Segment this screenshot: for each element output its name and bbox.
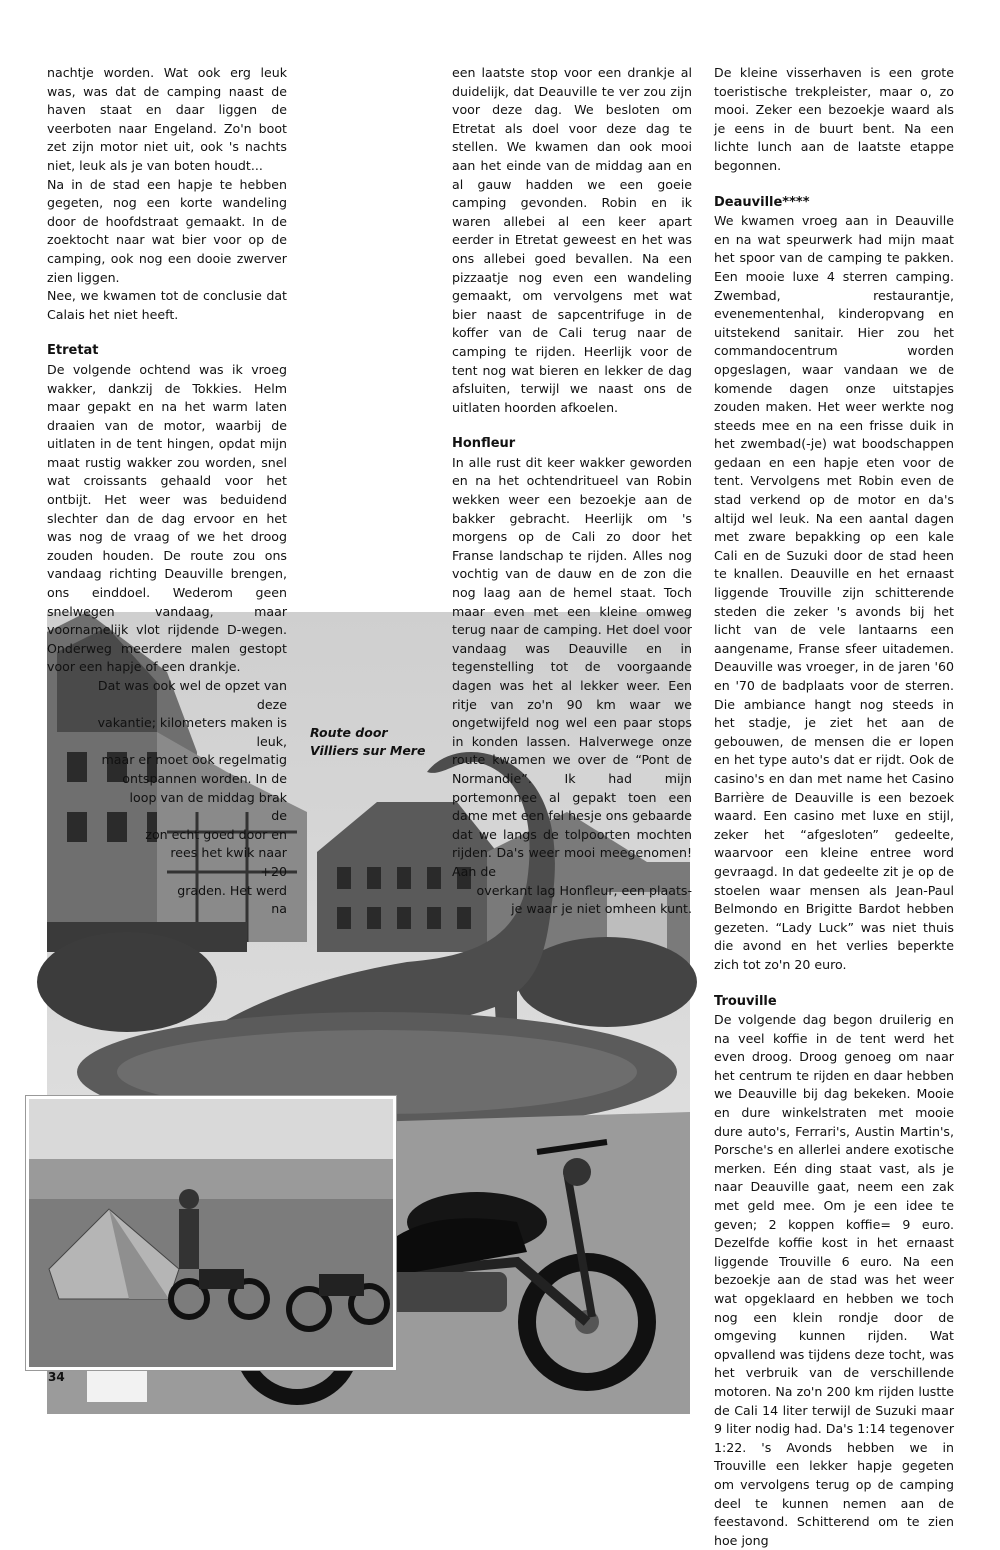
caption-line-2: Villiers sur Mere — [310, 743, 426, 758]
section-heading-trouville: Trouville — [714, 993, 777, 1009]
paragraph: De volgende dag begon druilerig en na veel koffie in de tent werd het even droog. Droog genoeg om naar het centrum te rijden en daar hebben we Deauville bij dag bekeken. Mooie en dure winkelstraten met mooie dure auto's, Ferrari's, Austin Martin's, Porsche's en allerlei andere exotische merken. Eén ding staat vast, als je naar Deauville gaat, neem een zak met geld mee. Om je een idee te geven; 2 koppen koffie= 9 euro. Dezelfde koffie kost in het ernaast liggende Trouville 6 euro. Na een bezoekje aan de stad was het weer wat opgeklaard en hebben we toch nog een klein rondje door de omgeving kunnen rijden. Wat opvallend was tijdens deze tocht, was het verbruik van de verschillende motoren. Na zo'n 200 km rijden lustte de Cali 14 liter terwijl de Suzuki maar 9 liter nodig had. Da's 1:14 tegenover 1:22. 's Avonds hebben we in Trouville een lekker hapje gegeten om vervolgens terug op de camping deel te kunnen nemen aan de feestavond. Schitterend om te zien hoe jong — [714, 1012, 954, 1548]
wrapped-line: graden. Het werd na — [177, 882, 287, 917]
section-heading-honfleur: Honfleur — [452, 436, 516, 452]
paragraph: De volgende ochtend was ik vroeg wakker, dankzij de Tokkies. Helm maar gepakt en na het warm laten draaien van de motor, waarbij de uitlaten in de tent hingen, opdat mijn maat rustig wakker zou worden, snel wat croissants gehaald voor het ontbijt. Het weer was beduidend slechter dan de dag ervoor en het was nog de vraag of we het droog zouden houden. De route zou ons vandaag richting Deauville brengen, ons einddoel. Wederom geen snelwegen vandaag, maar voornamelijk vlot rijdende D-wegen. Onderweg meerdere malen gestopt voor een hapje of een drankje. — [47, 361, 287, 675]
inset-photo-campsite — [26, 1096, 396, 1370]
wrapped-line: maar er moet ook regelmatig — [101, 752, 287, 768]
paragraph: We kwamen vroeg aan in Deauville en na wat speurwerk had mijn maat het spoor van de camping te pakken. Een mooie luxe 4 sterren camping. Zwembad, restaurantje, evenementenhal, kinderopvang en uitstekend sanitair. Hier zou het commandocentrum worden opgeslagen, waar vandaan we de komende dagen onze uitstapjes zouden maken. Het weer werkte nog steeds mee en na een frisse duik in het zwembad(-je) wat boodschappen gedaan en een hapje eten voor de tent. Vervolgens met Robin even de stad verkend op de motor en da's altijd wel leuk. Na een aantal dagen met zware bepakking op een kale Cali en de Suzuki door de stad heen te knallen. Deauville en het ernaast liggende Trouville zijn schitterende steden die zeker 's avonds bij het licht van de vele lantaarns een aangename, Franse sfeer uitademen. Deauville was vroeger, in de jaren '60 en '70 de badplaats voor de sterren. Die ambiance hangt nog steeds in het stadje, je ziet het aan de gebouwen, de mensen die er lopen en het type auto's dat er rijdt. Ook de casino's en dan met name het Casino Barrière de Deauville is een bezoek waard. Een casino met luxe en stijl, zeker het “afgesloten” gedeelte, waarvoor een kleine entree word gevraagd. In dat gedeelte zit je op de stoelen waar mensen als Jean-Paul Belmondo en Brigitte Bardot hebben gezeten. “Lady Luck” was niet thuis die avond en het verlies beperkte zich tot zo'n 20 euro. — [714, 213, 954, 972]
caption-line-1: Route door — [310, 725, 388, 740]
text-column-2 — [452, 64, 692, 919]
paragraph: De kleine visserhaven is een grote toeristische trekpleister, maar o, zo mooi. Zeker een bezoekje waard als je eens in de buurt bent. Na een lichte lunch aan de laatste etappe begonnen. — [714, 65, 954, 173]
wrapped-line: ontspannen worden. In de — [122, 770, 287, 786]
paragraph: In alle rust dit keer wakker geworden en na het ochtendritueel van Robin wekken weer een bezoekje aan de bakker gebracht. Heerlijk om 's morgens op de Cali zo door het Franse landschap te rijden. Alles nog vochtig van de dauw en de zon die nog laag aan de hemel staat. Toch maar even met een kleine omweg terug naar de camping. Het doel voor vandaag was Deauville en in tegenstelling tot de voorgaande dagen was het al lekker weer. Een ritje van zo'n 90 km waar we ongetwijfeld nog wel een paar stops in konden lassen. Halverwege onze route kwamen we over de “Pont de Normandie”. Ik had mijn portemonnee al gepakt toen een dame met een fel hesje ons gebaarde dat we langs de tolpoorten mochten rijden. Da's weer mooi meegenomen! Aan de — [452, 454, 692, 879]
wrapped-line: Dat was ook wel de opzet van deze — [97, 678, 287, 712]
paragraph: nachtje worden. Wat ook erg leuk was, was dat de camping naast de haven staat en daar liggen de veerboten naar Engeland. Zo'n boot zet zijn motor niet uit, ook 's nachts niet, leuk als je van boten houdt... — [47, 65, 287, 173]
wrapped-line: je waar je niet omheen kunt. — [511, 901, 692, 917]
wrapped-line: zon echt goed door en — [145, 826, 287, 842]
paragraph: Na in de stad een hapje te hebben gegeten, nog een korte wandeling door de hoofdstraat gemaakt. In de zoektocht naar wat bier voor op de camping, ook nog een dooie zwerver zien liggen. — [47, 176, 287, 285]
paragraph: Nee, we kwamen tot de conclusie dat Calais het niet heeft. — [47, 288, 287, 322]
text-column-3 — [714, 64, 954, 1550]
text-column-1 — [47, 64, 287, 919]
wrapped-line: vakantie; kilometers maken is leuk, — [97, 715, 287, 749]
paragraph: een laatste stop voor een drankje al duidelijk, dat Deauville te ver zou zijn voor deze dag. We besloten om Etretat als doel voor deze dag te stellen. We kwamen dan ook mooi aan het einde van de middag aan en al gauw hadden we een goeie camping gevonden. Robin en ik waren allebei al een keer apart eerder in Etretat geweest en het was ons allebei goed bevallen. Na een pizzaatje nog even een wandeling gemaakt, om vervolgens met wat bier naast de sapcentrifuge in de koffer van de Cali terug naar de camping te rijden. Heerlijk voor de tent nog wat bieren en lekker de dag afsluiten, terwijl we naast ons de uitlaten hoorden afkoelen. — [452, 65, 692, 415]
wrapped-line: overkant lag Honfleur, een plaats- — [476, 882, 692, 898]
wrapped-line: rees het kwik naar +20 — [170, 845, 287, 879]
wrapped-line: loop van de middag brak de — [129, 789, 287, 824]
photo-caption — [310, 724, 425, 760]
section-heading-etretat: Etretat — [47, 343, 99, 359]
section-heading-deauville: Deauville**** — [714, 194, 810, 210]
page-number: 34 — [48, 1370, 65, 1384]
